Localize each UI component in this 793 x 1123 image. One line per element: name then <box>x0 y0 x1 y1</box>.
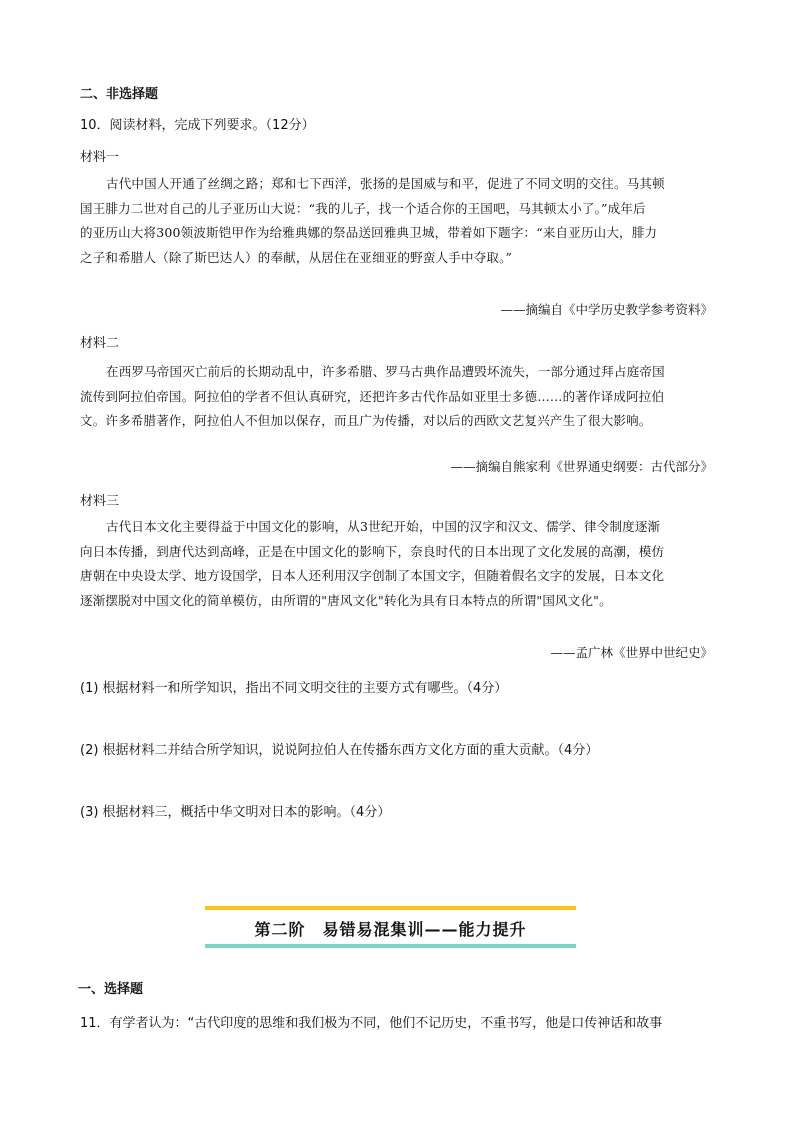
section-title-non-choice: 二、非选择题 <box>80 87 159 102</box>
material-2-line: 文。许多希腊著作，阿拉伯人不但加以保存，而且广为传播，对以后的西欧文艺复兴产生了很大影响。 <box>80 413 652 428</box>
question-10-sub-2: (2) 根据材料二并结合所学知识，说说阿拉伯人在传播东西方文化方面的重大贡献。（4分） <box>80 743 599 758</box>
material-1-line: 之子和希腊人（除了斯巴达人）的奉献，从居住在亚细亚的野蛮人手中夺取。” <box>80 249 513 265</box>
banner-bottom-stripe <box>205 944 576 948</box>
material-1-source: ——摘编自《中学历史教学参考资料》 <box>500 302 713 317</box>
material-2-source: ——摘编自熊家利《世界通史纲要：古代部分》 <box>450 459 713 474</box>
question-10-sub-3: (3) 根据材料三，概括中华文明对日本的影响。（4分） <box>80 805 391 820</box>
material-3-source: ——孟广林《世界中世纪史》 <box>550 645 713 660</box>
question-10-prompt: 10．阅读材料，完成下列要求。（12分） <box>80 118 315 133</box>
material-3-line: 唐朝在中央设太学、地方设国学，日本人还利用汉字创制了本国文字，但随着假名文字的发展，日本文化 <box>80 568 665 583</box>
banner-top-stripe <box>205 906 576 910</box>
material-2-line: 在西罗马帝国灭亡前后的长期动乱中，许多希腊、罗马古典作品遭毁坏流失，一部分通过拜占庭帝国 <box>106 364 665 379</box>
material-3-label: 材料三 <box>80 494 120 509</box>
material-1-line: 的亚历山大将300领波斯铠甲作为给雅典娜的祭品送回雅典卫城，带着如下题字：“来自亚历山大，腓力 <box>80 225 658 240</box>
material-1-line: 古代中国人开通了丝绸之路；郑和七下西洋，张扬的是国威与和平，促进了不同文明的交往。马其顿 <box>106 176 665 191</box>
banner-title: 第二阶 易错易混集训——能力提升 <box>220 912 561 944</box>
material-3-line: 古代日本文化主要得益于中国文化的影响，从3世纪开始，中国的汉字和汉文、儒学、律令制度逐渐 <box>106 519 661 534</box>
material-1-line: 国王腓力二世对自己的儿子亚历山大说：“我的儿子，找一个适合你的王国吧，马其顿太小了。”成年后 <box>80 200 646 216</box>
material-1-text <box>80 172 720 270</box>
material-2-label: 材料二 <box>80 336 120 351</box>
question-11-prompt: 11．有学者认为：“古代印度的思维和我们极为不同，他们不记历史，不重书写，他是口传神话和故事 <box>80 1016 663 1031</box>
material-3-text <box>80 515 720 613</box>
material-2-text <box>80 360 720 434</box>
question-10-sub-1: (1) 根据材料一和所学知识，指出不同文明交往的主要方式有哪些。（4分） <box>80 681 508 696</box>
section-title-choice: 一、选择题 <box>78 982 144 997</box>
material-2-line: 流传到阿拉伯帝国。阿拉伯的学者不但认真研究，还把许多古代作品如亚里士多德……的著作译成阿拉伯 <box>80 388 665 404</box>
material-3-line: 逐渐摆脱对中国文化的简单模仿，由所谓的"唐风文化"转化为具有日本特点的所谓"国风文化"。 <box>80 592 612 608</box>
material-3-line: 向日本传播，到唐代达到高峰，正是在中国文化的影响下，奈良时代的日本出现了文化发展的高潮，模仿 <box>80 543 665 559</box>
section-banner <box>205 906 576 948</box>
material-1-label: 材料一 <box>80 150 120 165</box>
